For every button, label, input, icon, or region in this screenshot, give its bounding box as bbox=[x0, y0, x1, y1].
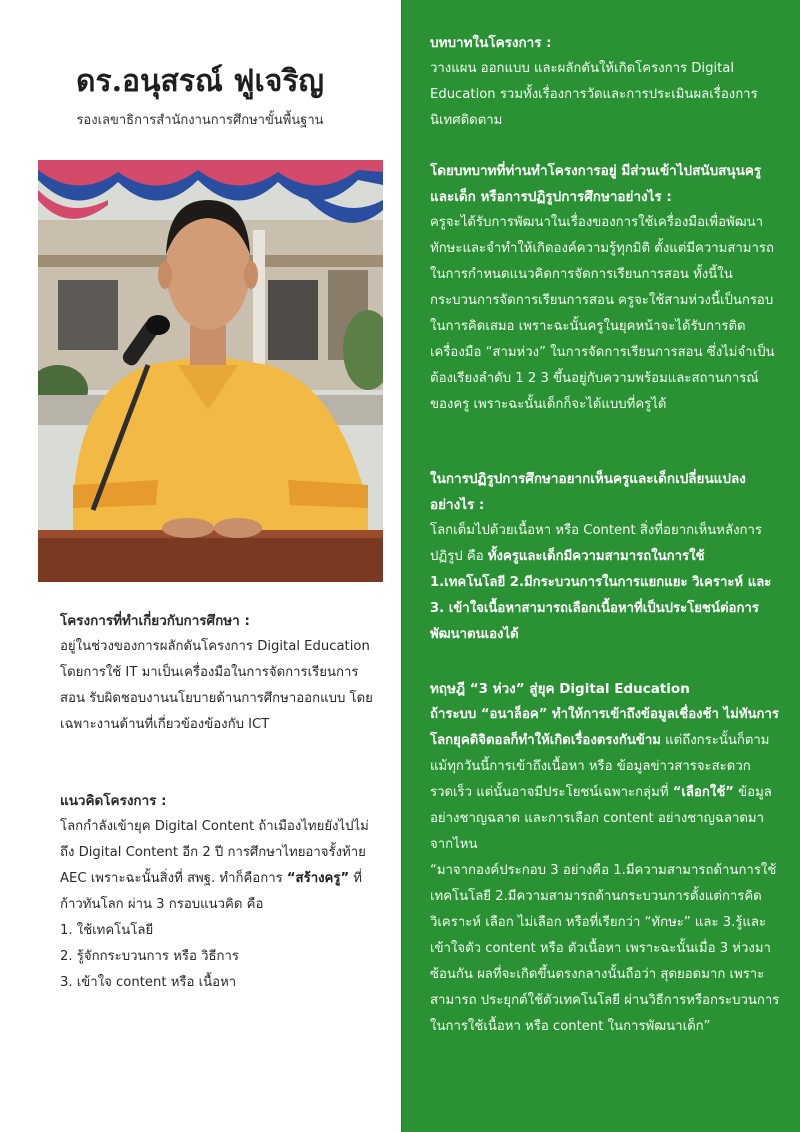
theory-heading: ทฤษฎี “3 ห่วง” สู่ยุค Digital Education bbox=[430, 681, 690, 697]
projects-body: อยู่ในช่วงของการผลักดันโครงการ Digital Education โดยการใช้ IT มาเป็นเครื่องมือในการจัดการเรียนการสอน รับผิดชอบงานนโยบายด้านการศึกษาออกแบบ โดยเฉพาะงานด้านที่เกี่ยวข้องข้องกับ ICT bbox=[60, 639, 373, 732]
support-body: ครูจะได้รับการพัฒนาในเรื่องของการใช้เครื่องมือเพื่อพัฒนา ทักษะและจำทำให้เกิดองค์ความรู้ทุกมิติ ตั้งแต่มีความสามารถในการกำหนดแนวคิดการจัดการเรียนการสอน ทั้งนี้ในกระบวนการจัดการเรียนการสอน ครูจะใช้สามห่วงนี้เป็นกรอบในการคิดเสมอ เพราะฉะนั้นครูในยุคหน้าจะได้รับการติดเครื่องมือ “สามห่วง” ในการจัดการเรียนการสอน ซึ่งไม่จำเป็นต้องเรียงลำดับ 1 2 3 ขึ้นอยู่กับความพร้อมและสถานการณ์ของครู เพราะฉะนั้นเด็กก็จะได้แบบที่ครูได้ bbox=[430, 215, 775, 412]
concept-body bbox=[60, 814, 380, 918]
role-section bbox=[430, 30, 780, 134]
theory-paragraph-2: “มาจากองค์ประกอบ 3 อย่างคือ 1.มีความสามารถด้านการใช้เทคโนโลยี 2.มีความสามารถด้านกระบวนการตั้งแต่การคิดวิเคราะห์ เลือก ไม่เลือก หรือที่เรียกว่า “ทักษะ” และ 3.รู้และเข้าใจตัว content หรือ ตัวเนื้อหา เพราะฉะนั้นเมื่อ 3 ห่วงมาซ้อนกัน ผลที่จะเกิดขึ้นตรงกลางนั้นถือว่า สุดยอดมาก เพราะสามารถ ประยุกต์ใช้ตัวเทคโนโลยี ผ่านวิธีการหรือกระบวนการในการใช้เนื้อหา หรือ content ในการพัฒนาเด็ก” bbox=[430, 863, 780, 1034]
speaker-photo bbox=[38, 160, 383, 582]
role-body: วางแผน ออกแบบ และผลักดันให้เกิดโครงการ Digital Education รวมทั้งเรื่องการวัดและการประเมินผลเรื่องการนิเทศติดตาม bbox=[430, 61, 758, 128]
theory-text: แต่ถึงกระนั้นก็ตาม แม้ทุกวันนี้การเข้าถึงเนื้อหา หรือ ข้อมูลข่าวสารจะสะดวกรวดเร็ว แต่นั้นอาจมีประโยชน์เฉพาะกลุ่มที่ bbox=[430, 733, 770, 800]
theory-paragraph-1 bbox=[430, 702, 780, 858]
projects-section bbox=[60, 608, 380, 738]
role-heading: บทบาทในโครงการ : bbox=[430, 35, 552, 51]
theory-emphasis: ถ้าระบบ “อนาล็อค” ทำให้การเข้าถึงข้อมูลเชื่องช้า ไม่ทันการ โลกยุคดิจิตอลก็ทำให้เกิดเรื่องตรงกันข้าม bbox=[430, 707, 780, 748]
reform-body bbox=[430, 518, 780, 648]
list-item: 1. ใช้เทคโนโลยี bbox=[60, 923, 154, 938]
reform-section bbox=[430, 466, 780, 648]
projects-heading: โครงการที่ทำเกี่ยวกับการศึกษา : bbox=[60, 613, 250, 629]
concept-section bbox=[60, 788, 380, 996]
concept-list bbox=[60, 918, 380, 996]
person-name: ดร.อนุสรณ์ ฟูเจริญ bbox=[75, 64, 324, 99]
support-heading: โดยบทบาทที่ท่านทำโครงการอยู่ มีส่วนเข้าไปสนับสนุนครู และเด็ก หรือการปฏิรูปการศึกษาอย่างไร : bbox=[430, 163, 762, 205]
theory-section bbox=[430, 676, 780, 1040]
reform-body-emphasis: ทั้งครูและเด็กมีความสามารถในการใช้ 1.เทคโนโลยี 2.มีกระบวนการในการแยกแยะ วิเคราะห์ และ 3. เข้าใจเนื้อหาสามารถเลือกเนื้อหาที่เป็นประโยชน์ต่อการพัฒนาตนเองได้ bbox=[430, 549, 772, 642]
reform-heading: ในการปฏิรูปการศึกษาอยากเห็นครูและเด็กเปลี่ยนแปลงอย่างไร : bbox=[430, 471, 746, 513]
theory-text-2: ข้อมูลอย่างชาญฉลาด และการเลือก content อย่างชาญฉลาดมาจากไหน bbox=[430, 785, 772, 852]
list-item: 2. รู้จักกระบวนการ หรือ วิธีการ bbox=[60, 949, 239, 964]
reform-body-text: โลกเต็มไปด้วยเนื้อหา หรือ Content สิ่งที่อยากเห็นหลังการปฏิรูป คือ bbox=[430, 523, 762, 564]
concept-heading: แนวคิดโครงการ : bbox=[60, 793, 167, 809]
right-panel bbox=[401, 0, 800, 1132]
concept-body-tail: ที่ก้าวทันโลก ผ่าน 3 กรอบแนวคิด คือ bbox=[60, 871, 362, 912]
concept-body-text: โลกกำลังเข้ายุค Digital Content ถ้าเมืองไทยยังไปไม่ถึง Digital Content อีก 2 ปี การศึกษาไทยอาจรั้งท้าย AEC เพราะฉะนั้นสิ่งที่ สพฐ. ทำก็คือการ bbox=[60, 819, 369, 886]
concept-body-emphasis: “สร้างครู” bbox=[286, 871, 350, 886]
person-position: รองเลขาธิการสำนักงานการศึกษาขั้นพื้นฐาน bbox=[76, 113, 324, 128]
theory-emphasis-2: “เลือกใช้” bbox=[672, 785, 734, 800]
list-item: 3. เข้าใจ content หรือ เนื้อหา bbox=[60, 975, 237, 990]
support-section bbox=[430, 158, 780, 418]
